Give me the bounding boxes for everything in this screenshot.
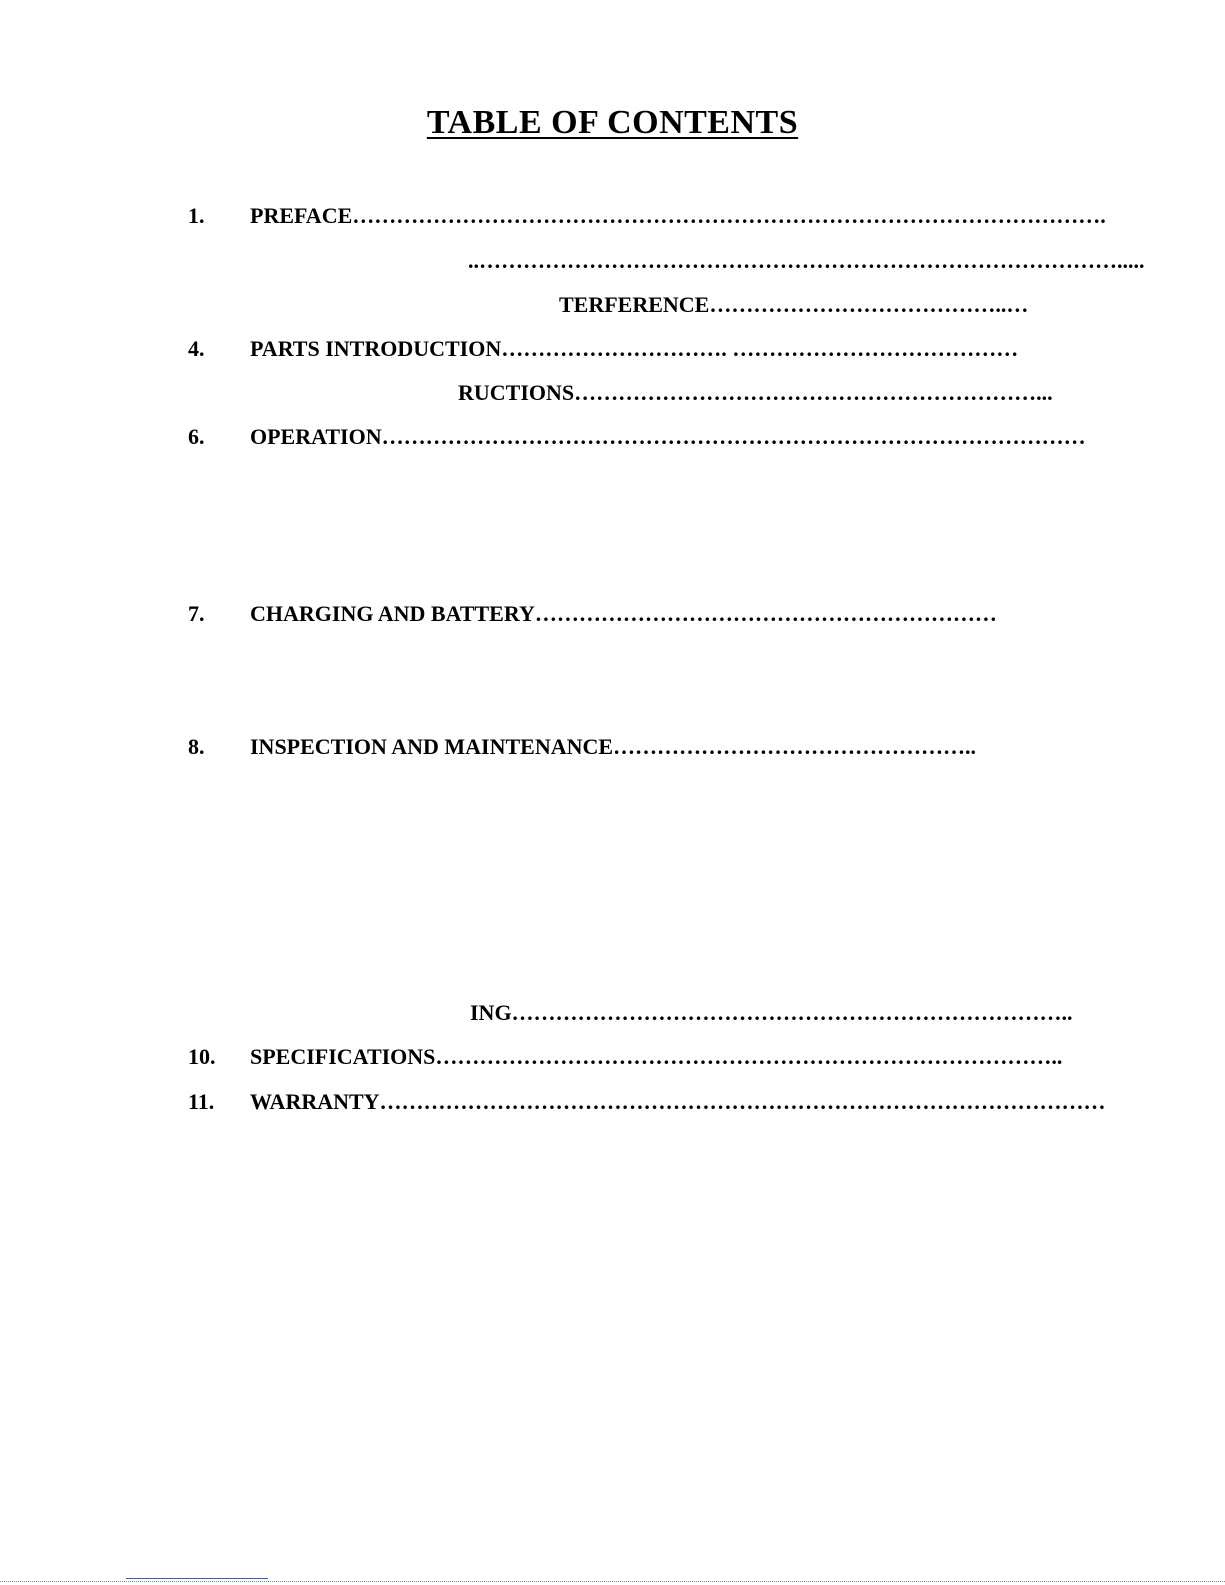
toc-entry-number: 10. <box>188 1044 216 1069</box>
toc-entry-warranty[interactable] <box>0 1085 1225 1119</box>
toc-entry-title: SPECIFICATIONS………………………………………………………………………….. <box>250 1044 1063 1069</box>
toc-entry-operation[interactable] <box>0 420 1225 454</box>
bottom-link-underline <box>126 1578 268 1579</box>
toc-entry-title: TERFERENCE…………………………………..… <box>559 292 1029 317</box>
toc-entry-title: CHARGING AND BATTERY……………………………………………………… <box>250 601 997 626</box>
toc-entry-preface[interactable] <box>0 199 1225 233</box>
toc-entry-3[interactable] <box>0 288 1225 322</box>
toc-entry-title: WARRANTY……………………………………………………………………………………… <box>250 1089 1106 1114</box>
toc-entry-5[interactable] <box>0 376 1225 410</box>
toc-entry-9[interactable] <box>0 996 1225 1030</box>
toc-entry-title: OPERATION…………………………………………………………………………………… <box>250 424 1086 449</box>
toc-entry-title: ..……………………………………………………………………………..... <box>468 248 1145 273</box>
page-bottom-divider <box>0 1581 1225 1582</box>
toc-entry-title: INSPECTION AND MAINTENANCE………………………………………….. <box>250 734 977 759</box>
toc-entry-title: PARTS INTRODUCTION…………………………. ………………………………… <box>250 336 1019 361</box>
toc-entry-title: ING………………………………………………………………….. <box>470 1000 1073 1025</box>
toc-entry-number: 7. <box>188 601 205 626</box>
toc-entry-number: 4. <box>188 336 205 361</box>
toc-entry-inspection-and-maintenance[interactable] <box>0 730 1225 764</box>
toc-entry-title: RUCTIONS………………………………………………………... <box>458 380 1053 405</box>
toc-entry-number: 11. <box>188 1089 215 1114</box>
toc-entry-number: 6. <box>188 424 205 449</box>
toc-entry-parts-introduction[interactable] <box>0 332 1225 366</box>
toc-entry-specifications[interactable] <box>0 1040 1225 1074</box>
toc-entry-2[interactable] <box>0 244 1225 278</box>
toc-entry-title: PREFACE…………………………………………………………………………………………. <box>250 203 1106 228</box>
toc-entry-number: 8. <box>188 734 205 759</box>
page-title: TABLE OF CONTENTS <box>426 104 799 141</box>
toc-entry-number: 1. <box>188 203 205 228</box>
toc-entry-charging-and-battery[interactable] <box>0 597 1225 631</box>
